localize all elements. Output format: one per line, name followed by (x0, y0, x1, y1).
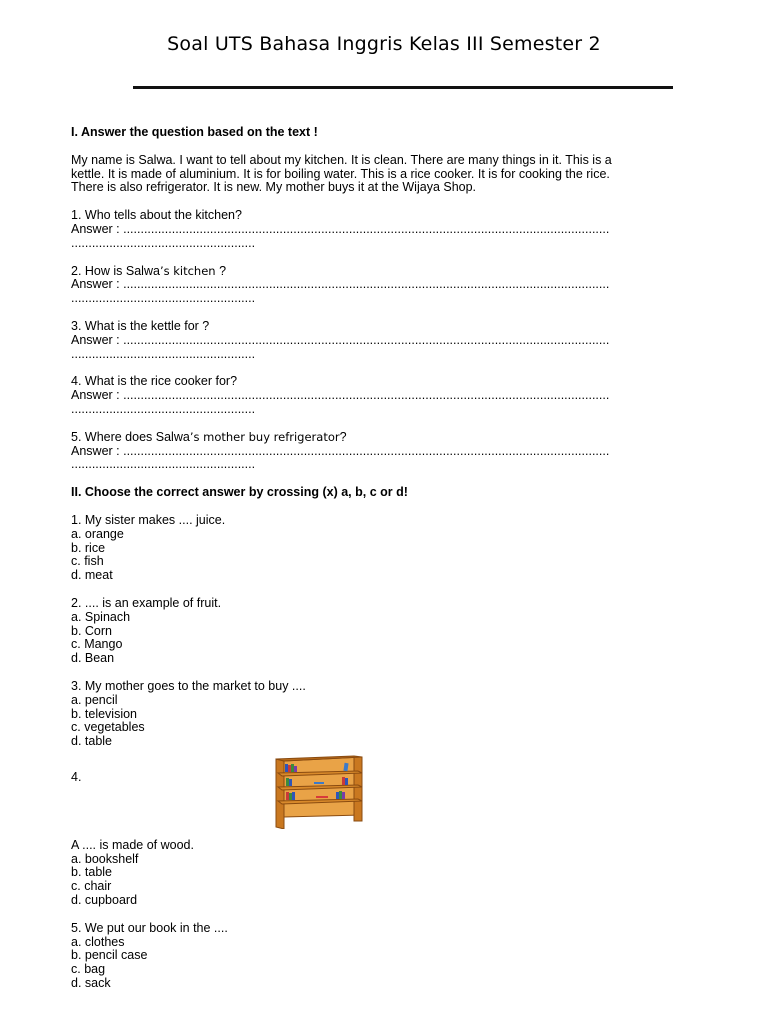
option-a[interactable]: a. orange (71, 527, 124, 541)
mc-question-3 (71, 680, 681, 749)
question-stem: A .... is made of wood. (71, 838, 194, 852)
question-text: 4. What is the rice cooker for? (71, 375, 238, 389)
answer-line[interactable] (71, 334, 681, 348)
answer-dots-continuation[interactable]: ..................................................... (71, 402, 256, 416)
passage-line: My name is Salwa. I want to tell about my kitchen. It is clean. There are many things in it. This is a (71, 153, 612, 167)
passage-line: kettle. It is made of aluminium. It is for boiling water. This is a rice cooker. It is for cooking the rice. (71, 167, 610, 181)
question-text: 3. What is the kettle for ? (71, 319, 210, 333)
essay-question-4 (71, 375, 681, 416)
option-d[interactable]: d. meat (71, 569, 113, 583)
option-b[interactable]: b. television (71, 707, 138, 721)
option-c[interactable]: c. Mango (71, 638, 123, 652)
answer-dots: ............................................................................................................................................ (123, 333, 610, 347)
answer-line[interactable] (71, 389, 681, 403)
answer-label: Answer : (71, 444, 124, 458)
mc-question-5 (71, 922, 681, 991)
bookshelf-icon (274, 755, 366, 829)
question-text: 5. Where does Salwa’s mother buy refrigerator? (71, 430, 347, 444)
option-a[interactable]: a. bookshelf (71, 852, 139, 866)
essay-question-2 (71, 265, 681, 306)
essay-question-3 (71, 320, 681, 361)
option-b[interactable]: b. rice (71, 541, 106, 555)
answer-dots: ............................................................................................................................................ (123, 222, 610, 236)
answer-dots: ............................................................................................................................................ (123, 278, 610, 292)
answer-dots-continuation[interactable]: ..................................................... (71, 347, 256, 361)
question-4-image-row (71, 763, 681, 835)
option-a[interactable]: a. clothes (71, 935, 125, 949)
answer-dots-continuation[interactable]: ..................................................... (71, 458, 256, 472)
essay-question-1 (71, 209, 681, 250)
option-c[interactable]: c. bag (71, 963, 106, 977)
answer-label: Answer : (71, 278, 124, 292)
option-d[interactable]: d. cupboard (71, 894, 138, 908)
section-2-heading: II. Choose the correct answer by crossing (x) a, b, c or d! (71, 485, 408, 500)
option-d[interactable]: d. table (71, 735, 113, 749)
page-title: Soal UTS Bahasa Inggris Kelas III Semester 2 (167, 33, 601, 55)
option-c[interactable]: c. fish (71, 555, 104, 569)
answer-label: Answer : (71, 389, 124, 403)
answer-label: Answer : (71, 222, 124, 236)
option-a[interactable]: a. pencil (71, 693, 118, 707)
question-stem: 2. .... is an example of fruit. (71, 596, 222, 610)
mc-question-1 (71, 514, 681, 583)
option-a[interactable]: a. Spinach (71, 610, 131, 624)
answer-line[interactable] (71, 278, 681, 292)
question-stem: 5. We put our book in the .... (71, 921, 228, 935)
answer-line[interactable] (71, 445, 681, 459)
question-stem: 1. My sister makes .... juice. (71, 513, 226, 527)
answer-dots-continuation[interactable]: ..................................................... (71, 292, 256, 306)
answer-dots-continuation[interactable]: ..................................................... (71, 236, 256, 250)
question-stem: 3. My mother goes to the market to buy .... (71, 679, 306, 693)
title-underline (133, 86, 673, 89)
reading-passage (71, 154, 681, 195)
option-b[interactable]: b. pencil case (71, 949, 148, 963)
question-number: 4. (71, 769, 82, 784)
section-1-heading: I. Answer the question based on the text ! (71, 125, 318, 139)
option-b[interactable]: b. Corn (71, 624, 112, 638)
option-d[interactable]: d. sack (71, 977, 111, 991)
passage-line: There is also refrigerator. It is new. My mother buys it at the Wijaya Shop. (71, 181, 477, 195)
essay-question-5 (71, 431, 681, 472)
answer-dots: ............................................................................................................................................ (123, 444, 610, 458)
option-c[interactable]: c. vegetables (71, 721, 145, 735)
option-c[interactable]: c. chair (71, 880, 112, 894)
mc-question-4 (71, 763, 681, 908)
option-b[interactable]: b. table (71, 866, 113, 880)
answer-label: Answer : (71, 333, 124, 347)
question-text: 1. Who tells about the kitchen? (71, 209, 242, 223)
answer-dots: ............................................................................................................................................ (123, 389, 610, 403)
mc-question-2 (71, 597, 681, 666)
worksheet-content (71, 126, 681, 1005)
answer-line[interactable] (71, 223, 681, 237)
option-d[interactable]: d. Bean (71, 652, 115, 666)
question-text: 2. How is Salwa’s kitchen ? (71, 264, 227, 278)
